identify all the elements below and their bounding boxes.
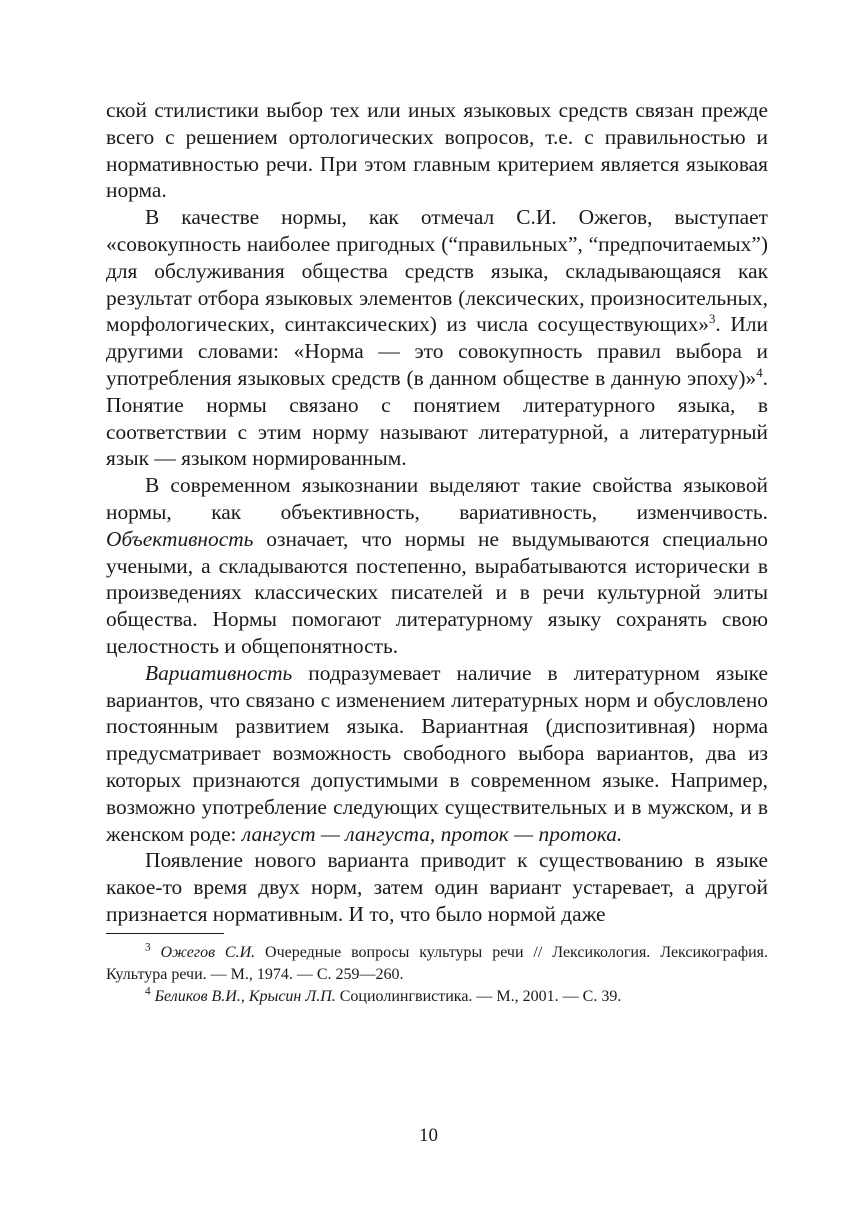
footnote-author: Беликов В.И., Крысин Л.П. <box>154 987 336 1005</box>
footnote-ref-4[interactable]: 4 <box>756 365 763 380</box>
footnote-number: 3 <box>145 941 151 954</box>
footnote-text: Очередные вопросы культуры речи // Лексикология. Лексикография. Культура речи. — М., 1974. — С. 259—260. <box>106 943 769 983</box>
paragraph-3-part-a: В современном языкознании выделяют такие свойства языковой нормы, как объективность, вариативность, изменчивость. <box>106 473 768 524</box>
paragraph-3 <box>106 472 768 660</box>
page-number: 10 <box>419 1125 438 1146</box>
footnote-divider <box>106 933 224 934</box>
footnote-ref-3[interactable]: 3 <box>708 312 716 327</box>
term-variability: Вариативность <box>145 660 293 685</box>
main-text <box>106 97 768 928</box>
paragraph-1 <box>106 97 768 204</box>
paragraph-5-text: Появление нового варианта приводит к существованию в языке какое-то время двух норм, затем один вариант устаревает, а другой признается нормативным. И то, что было нормой даже <box>106 848 768 926</box>
footnote-4 <box>106 986 768 1008</box>
paragraph-1-text: ской стилистики выбор тех или иных языковых средств связан прежде всего с решением ортологических вопросов, т.е. с правильностью и нормативностью речи. При этом главным критерием является языковая норма. <box>106 98 768 203</box>
term-objectivity: Объективность <box>106 526 254 551</box>
variant-examples: лангуст — лангуста, проток — протока. <box>241 821 623 846</box>
paragraph-5 <box>106 847 768 927</box>
paragraph-2-part-b: . Или другими словами: «Норма — это совокупность правил выбора и употребления языковых средств (в данном обществе в данную эпоху)» <box>106 312 768 390</box>
paragraph-2-part-a: В качестве нормы, как отмечал С.И. Ожегов, выступает «совокупность наиболее пригодных (“правильных”, “предпочитаемых”) для обслуживания общества средств языка, складывающаяся как результат отбора языковых элементов (лексических, произносительных, морфологических, синтаксических) из числа сосуществующих» <box>106 205 768 337</box>
footnote-text: Социолингвистика. — М., 2001. — С. 39. <box>335 987 622 1005</box>
footnote-author: Ожегов С.И. <box>160 943 256 961</box>
footnotes <box>106 942 768 1008</box>
page <box>106 97 768 1008</box>
paragraph-4 <box>106 660 768 848</box>
paragraph-2 <box>106 204 768 472</box>
footnote-3 <box>106 942 768 986</box>
footnote-number: 4 <box>145 985 151 998</box>
paragraph-3-part-b: означает, что нормы не выдумываются специально учеными, а складываются постепенно, вырабатываются исторически в произведениях классических писателей и в речи культурной элиты общества. Нормы помогают литературному языку сохранять свою целостность и общепонятность. <box>106 526 768 658</box>
paragraph-4-part-a: подразумевает наличие в литературном языке вариантов, что связано с изменением литературных норм и обусловлено постоянным развитием языка. Вариантная (диспозитивная) норма предусматривает возможность свободного выбора вариантов, два из которых признаются допустимыми в современном языке. Например, возможно употребление следующих существительных и в мужском, и в женском роде: <box>106 660 768 846</box>
paragraph-2-part-c: . Понятие нормы связано с понятием литературного языка, в соответствии с этим норму называют литературной, а литературный язык — языком нормированным. <box>106 365 768 471</box>
